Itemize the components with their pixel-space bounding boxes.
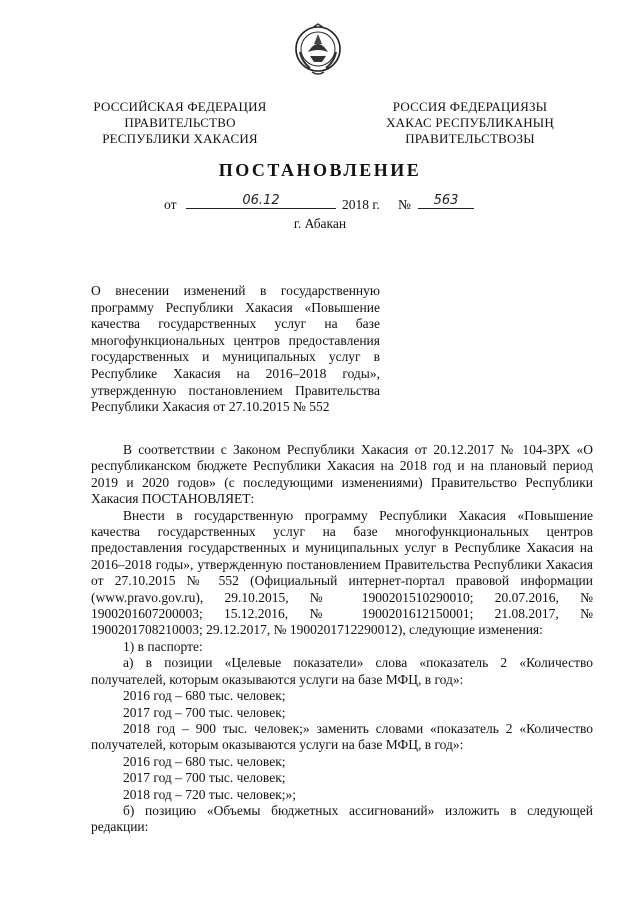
body-paragraph-6: 2017 год – 700 тыс. человек; [123,704,286,720]
header-right-line-1: РОССИЯ ФЕДЕРАЦИЯЗЫ [392,99,548,114]
header-right [360,99,580,147]
body-paragraph-2: Внести в государственную программу Республики Хакасия «Повышение качества государственных услуг на базе многофункциональных центров предоставления государственных и муниципальных услуг в Республике Хакасия на 2016–2018 годы», утвержденную постановлением Правительства Республики Хакасия от 27.10.2015 № 552 (Официальный интернет-портал правовой информации (www.pravo.gov.ru), 29.10.2015, № 1900201510290010; 20.07.2016, № 1900201607200003; 15.12.2016, № 1900201612150001; 21.08.2017, № 1900201708210003; 29.12.2017, № 1900201712290012), следующие изменения: [91,507,593,638]
body-paragraph-10: 2018 год – 720 тыс. человек;»; [123,786,297,802]
body-paragraph-3: 1) в паспорте: [123,638,203,654]
document-body [91,442,593,836]
body-paragraph-8: 2016 год – 680 тыс. человек; [123,753,286,769]
body-paragraph-5: 2016 год – 680 тыс. человек; [123,688,286,704]
header-left [80,99,280,147]
header-right-line-3: ПРАВИТЕЛЬСТВОЗЫ [405,131,535,146]
header-right-line-2: ХАКАС РЕСПУБЛИКАНЫҢ [386,115,554,130]
document-number: 563 [418,192,474,209]
body-paragraph-1: В соответствии с Законом Республики Хакасия от 20.12.2017 № 104-ЗРХ «О республиканском бюджете Республики Хакасия на 2018 год и на плановый период 2019 и 2020 годов» (с последующими изменениями) Правительство Республики Хакасия ПОСТАНОВЛЯЕТ: [91,442,593,507]
body-paragraph-7: 2018 год – 900 тыс. человек;» заменить словами «показатель 2 «Количество получателей, которым оказываются услуги на базе МФЦ, в год»: [91,720,593,753]
date-prefix: от [164,197,177,212]
body-paragraph-4: а) в позиции «Целевые показатели» слова «показатель 2 «Количество получателей, которым оказываются услуги на базе МФЦ, в год»: [91,655,593,687]
coat-of-arms-icon [292,22,344,78]
header-left-line-1: РОССИЙСКАЯ ФЕДЕРАЦИЯ [93,99,267,114]
number-sign: № [398,197,411,212]
document-title: ПОСТАНОВЛЕНИЕ [218,160,422,180]
header-left-line-3: РЕСПУБЛИКИ ХАКАСИЯ [102,131,258,146]
document-subject: О внесении изменений в государственную программу Республики Хакасия «Повышение качества государственных услуг на базе многофункциональных центров предоставления государственных и муниципальных услуг в Республике Хакасия на 2016–2018 годы», утвержденную постановлением Правительства Республики Хакасия от 27.10.2015 № 552 [91,283,380,415]
city: г. Абакан [293,216,347,231]
header-left-line-2: ПРАВИТЕЛЬСТВО [124,115,236,130]
date-value: 06.12 [186,192,336,209]
body-paragraph-9: 2017 год – 700 тыс. человек; [123,770,286,786]
date-year: 2018 г. [342,197,380,212]
body-paragraph-11: б) позицию «Объемы бюджетных ассигнований» изложить в следующей редакции: [91,802,593,835]
